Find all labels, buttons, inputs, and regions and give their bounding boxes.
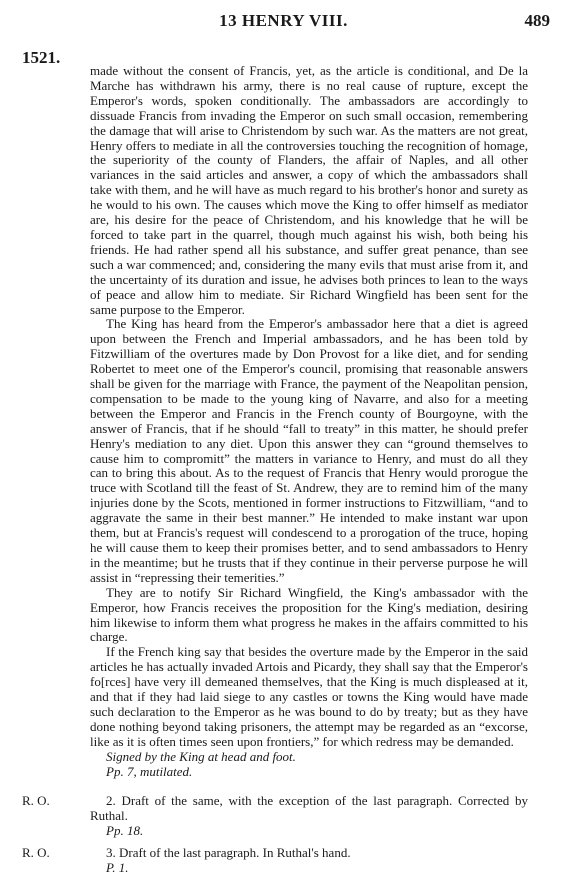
- paragraph: made without the consent of Francis, yet, as the article is conditional, and De la Marche has withdrawn his army, there is no real cause of rupture, except the Emperor's words, spoken conditionally. The ambassadors are accordingly to dissuade Francis from invading the Emperor on such small occasion, remembering the damage that will arise to Christendom by such war. As the matters are not great, Henry offers to mediate in all the controversies touching the recognition of homage, the superiority of the county of Flanders, the affair of Naples, and all other variances in the said articles and answer, a copy of which the ambassadors shall take with them, and he will have as much regard to his brother's honor and surety as he would to his own. The causes which move the King to offer himself as mediator are, his desire for the peace of Christendom, and his knowledge that he will be forced to take part in the quarrel, though much against his wish, both being his friends. He had rather spend all his substance, and suffer great penance, than see such a war commenced; and, considering the many evils that must arise from it, and the uncertainty of its duration and issue, he advises both princes to lean to the ways of peace and allow him to mediate. Sir Richard Wingfield has been sent for the same purpose to the Emperor.: [90, 63, 528, 317]
- entry-text: [90, 793, 528, 838]
- paragraph: If the French king say that besides the overture made by the Emperor in the said articles he has actually invaded Artois and Picardy, they shall say that the Emperor's fo[rces] have very ill demeaned themselves, that the King is much displeased at it, and that if they had laid siege to any castles or towns the King would have made such declaration to the Emperor as he was bound to do by treaty; but as they have done nothing beyond taking prisoners, the attempt may be regarded as an “excorse, like as it is often times seen upon frontiers,” for which redress may be demanded.: [90, 644, 528, 749]
- page-count: Pp. 7, mutilated.: [106, 763, 193, 779]
- entry-page-count: P. 1.: [106, 860, 129, 875]
- paragraph: The King has heard from the Emperor's ambassador here that a diet is agreed upon between the French and Imperial ambassadors, and he has been told by Fitzwilliam of the overtures made by Don Provost for a like diet, and for sending Robertet to meet one of the Emperor's council, promising that reasonable answers shall be given for the marriage with France, the payment of the Neapolitan pension, compensation to be made to the young king of Navarre, and also for a meeting between the Emperor and Francis in the French county of Bourgoyne, with the answer of Francis, that if he should “fall to treaty” in this matter, he should prefer Henry's mediation to any diet. Upon this answer they can “ground themselves to cause him to compromitt” the matters in variance to Henry, and must do all they can to bring this about. As to the request of Francis that Henry would prorogue the truce with Scotland till the feast of St. Andrew, they are to remind him of the many injuries done by the Scots, mentioned in former instructions to Fitzwilliam, “and to aggravate the same in their best manner.” He intended to make instant war upon them, but at Francis's request will condescend to a prorogation of the truce, hoping he will cause them to keep their promises better, and to send ambassadors to Henry in the meantime; but he trusts that if they continue in their perverse purpose he will assist in “repressing their temerities.”: [90, 316, 528, 585]
- year-marker: 1521.: [22, 48, 61, 67]
- record-office-ref: R. O.: [22, 845, 50, 860]
- paragraph: They are to notify Sir Richard Wingfield, the King's ambassador with the Emperor, how Francis receives the proposition for the King's mediation, desiring him likewise to inform them what progress he makes in the affairs committed to his charge.: [90, 584, 528, 645]
- page-number: 489: [524, 11, 550, 30]
- record-office-ref: R. O.: [22, 793, 50, 808]
- entry-text: [90, 845, 528, 875]
- entry-description: 2. Draft of the same, with the exception of the last paragraph. Corrected by Ruthal.: [90, 793, 528, 823]
- page-header: [0, 0, 567, 40]
- signature-note: Signed by the King at head and foot.: [106, 748, 296, 764]
- running-title: 13 HENRY VIII.: [219, 11, 348, 30]
- entry-page-count: Pp. 18.: [106, 823, 144, 838]
- main-text: [90, 64, 528, 780]
- entry-description: 3. Draft of the last paragraph. In Ruthal's hand.: [106, 845, 351, 860]
